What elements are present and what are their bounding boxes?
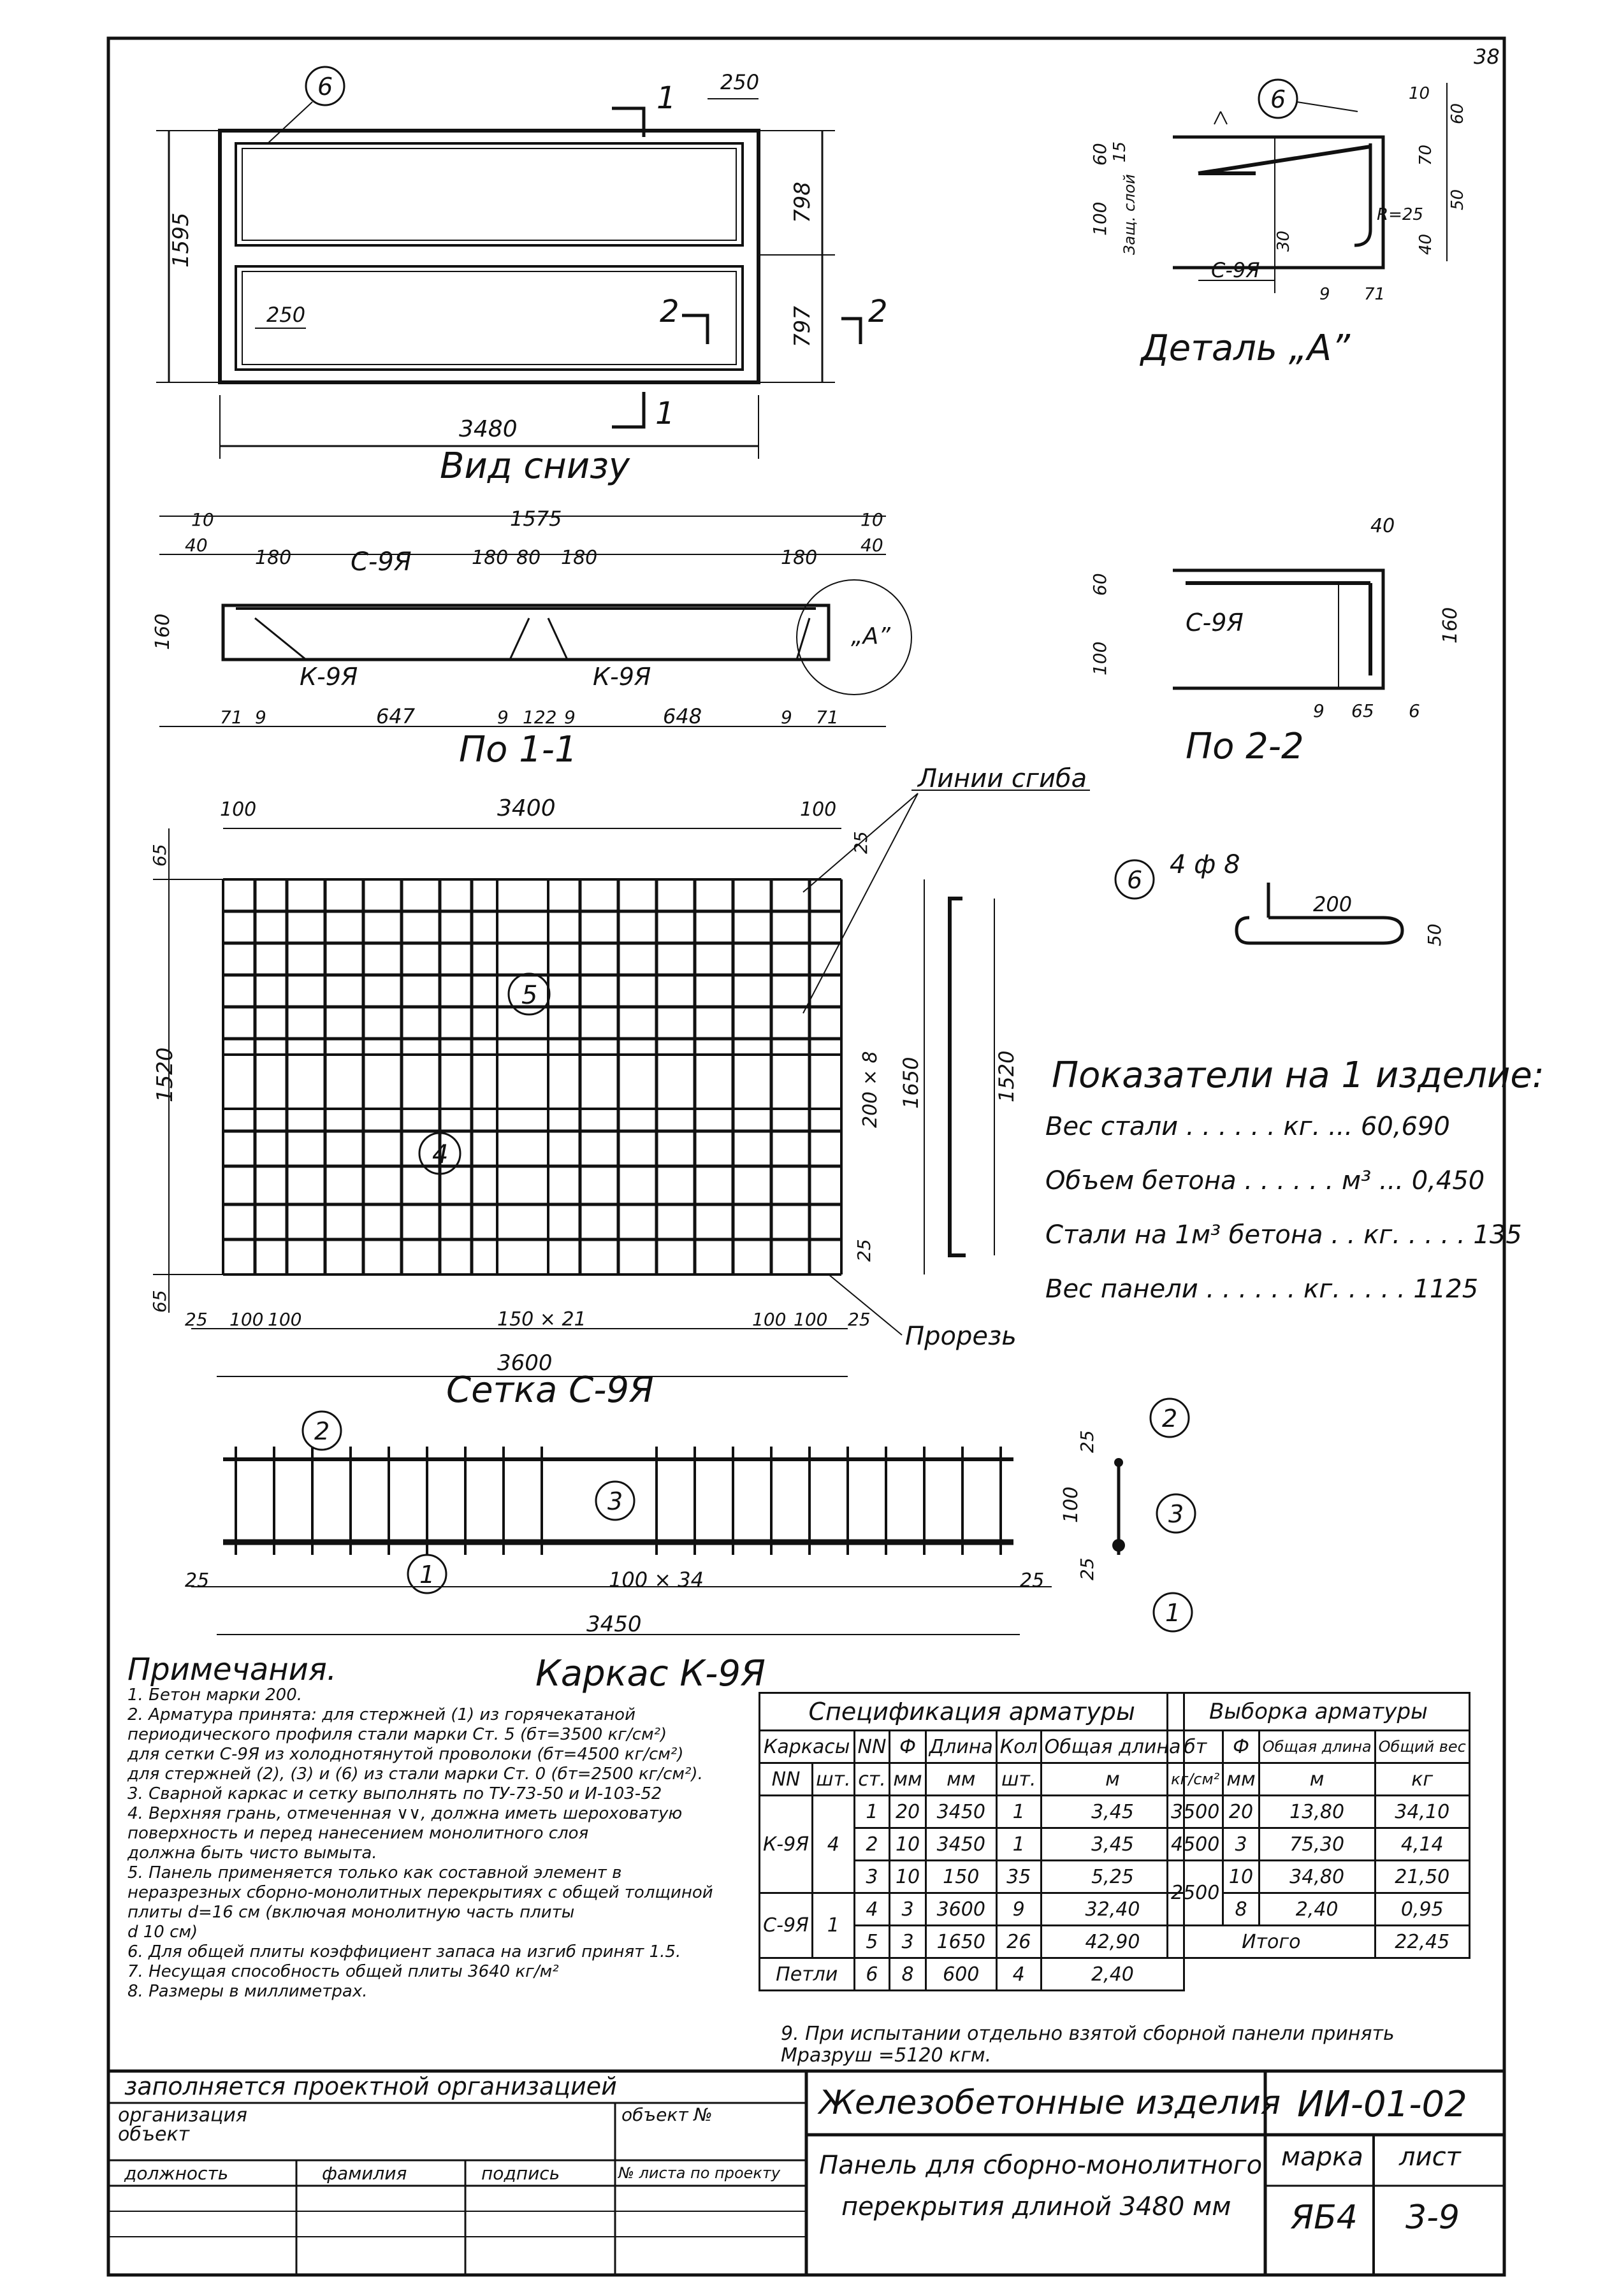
mesh-dim-100-left: 100: [220, 798, 257, 821]
spec-total: 3,45: [1041, 1796, 1184, 1828]
note-line: d 10 см): [127, 1923, 198, 1942]
tb-object-no: объект №: [621, 2104, 713, 2125]
tb-desc-line2: перекрытия длиной 3480 мм: [841, 2192, 1231, 2221]
indicator-label: Объем бетона: [1045, 1166, 1237, 1195]
sel-st: 4500: [1168, 1828, 1223, 1861]
detail-a-cover: Защ. слой: [1121, 174, 1138, 255]
indicator-concrete-volume: Объем бетона . . . . . . м³ ... 0,450: [1045, 1166, 1485, 1195]
spec-d: 20: [890, 1796, 926, 1828]
spec-title: Спецификация арматуры: [760, 1693, 1184, 1731]
spec-n: 3: [854, 1861, 890, 1893]
s1-height-160: 160: [152, 613, 174, 650]
sel-st: 2500: [1168, 1861, 1223, 1926]
spec-len: 1650: [926, 1926, 996, 1958]
section-mark-2-right: 2: [868, 294, 888, 329]
mesh-dim-65-top: 65: [149, 844, 170, 867]
mesh-dim-25a: 25: [185, 1309, 208, 1330]
loop-bar: 4 ф 8: [1170, 850, 1240, 879]
table-row: [760, 1796, 1184, 1828]
spec-qty: 1: [813, 1893, 854, 1958]
indicator-value: 1125: [1413, 1274, 1479, 1304]
detail-a-dim-70: 70: [1416, 144, 1435, 166]
dim-1595: 1595: [168, 212, 194, 268]
detail-a-dim-60r: 60: [1448, 103, 1467, 124]
spec-total: 5,25: [1041, 1861, 1184, 1893]
s1-dim-40b: 40: [860, 535, 883, 556]
frame-sec-25b: 25: [1077, 1557, 1098, 1580]
tb-position: должность: [124, 2163, 229, 2184]
spec-n: 6: [854, 1958, 890, 1991]
note-9: 9. При испытании отдельно взятой сборной панели принять Мразруш =5120 кгм.: [781, 2023, 1395, 2067]
spec-sh: ст.: [854, 1763, 890, 1796]
note-line: периодического профиля стали марки Ст. 5 (бт=3500 кг/см²): [127, 1725, 667, 1744]
spec-len: 3450: [926, 1828, 996, 1861]
frame-dim-3450: 3450: [586, 1612, 642, 1637]
s1-dim-648: 648: [663, 704, 702, 728]
note-line: 2. Арматура принята: для стержней (1) из горячекатаной: [127, 1705, 635, 1724]
dim-798: 798: [790, 182, 815, 223]
bend-lines-label: Линии сгиба: [918, 764, 1087, 793]
spec-h-nn: NN: [854, 1731, 890, 1763]
detail-a-dim-60: 60: [1089, 143, 1110, 166]
table-row: [1168, 1861, 1470, 1893]
indicator-label: Вес стали: [1045, 1112, 1179, 1141]
selection-title: Выборка арматуры: [1168, 1693, 1470, 1731]
mesh-dim-65-bottom: 65: [149, 1290, 170, 1313]
sel-len: 34,80: [1259, 1861, 1375, 1893]
tb-series-code: ИИ-01-02: [1297, 2084, 1467, 2125]
mesh-right-25a: 25: [850, 831, 871, 854]
spec-table: [759, 1692, 1185, 1991]
s2-mesh-label: С-9Я: [1186, 609, 1244, 637]
mesh-dim-1520-left: 1520: [152, 1047, 178, 1102]
sel-st: 3500: [1168, 1796, 1223, 1828]
sel-w: 0,95: [1375, 1893, 1469, 1926]
mesh-callout-5: 5: [521, 981, 538, 1010]
spec-len: 150: [926, 1861, 996, 1893]
mesh-right-200x8: 200 × 8: [859, 1051, 882, 1128]
detail-a-dim-10: 10: [1409, 84, 1430, 103]
selection-table: [1166, 1692, 1470, 1959]
spec-sh: шт.: [813, 1763, 854, 1796]
sel-w: 21,50: [1375, 1861, 1469, 1893]
spec-h-cnt: Кол: [996, 1731, 1041, 1763]
spec-cnt: 1: [996, 1796, 1041, 1828]
spec-n: 1: [854, 1796, 890, 1828]
spec-n: 4: [854, 1893, 890, 1926]
sel-h: Общая длина: [1259, 1731, 1375, 1763]
tb-surname: фамилия: [322, 2163, 407, 2184]
indicator-value: 60,690: [1360, 1112, 1450, 1141]
frame-callout-2: 2: [314, 1417, 330, 1445]
sel-len: 75,30: [1259, 1828, 1375, 1861]
page-number: 38: [1474, 45, 1500, 69]
detail-a-dim-9: 9: [1319, 285, 1330, 304]
spec-d: 8: [890, 1958, 926, 1991]
frame-dim-100x34: 100 × 34: [609, 1568, 704, 1592]
notes-heading: Примечания.: [127, 1652, 337, 1687]
tb-signature: подпись: [481, 2163, 560, 2184]
spec-frame: К-9Я: [760, 1796, 813, 1893]
spec-len: 3600: [926, 1893, 996, 1926]
indicator-label: Вес панели: [1045, 1274, 1198, 1304]
mesh-dim-100a: 100: [229, 1309, 264, 1330]
s2-dim-60: 60: [1089, 573, 1110, 596]
s1-frame-label-2: К-9Я: [593, 663, 651, 691]
notes: [127, 1654, 739, 2002]
section-1-title: По 1-1: [459, 729, 577, 770]
detail-a-mesh: С-9Я: [1211, 258, 1260, 282]
note-line: 6. Для общей плиты коэффициент запаса на изгиб принят 1.5.: [127, 1942, 681, 1961]
detail-a-dim-40: 40: [1416, 233, 1435, 255]
indicator-value: 0,450: [1411, 1166, 1485, 1195]
dim-250-bottom: 250: [266, 303, 306, 327]
section-mark-1-top: 1: [657, 80, 676, 116]
mesh-dim-25b: 25: [848, 1309, 871, 1330]
indicators-title: Показатели на 1 изделие:: [1052, 1055, 1544, 1096]
bottom-view: [156, 67, 888, 487]
sel-h: бт: [1168, 1731, 1223, 1763]
s1-dim-1575: 1575: [510, 507, 562, 531]
mesh-c9ya: [149, 764, 1090, 1411]
tb-sheet-no: № листа по проекту: [618, 2164, 781, 2182]
frame-sec-callout-2: 2: [1162, 1404, 1178, 1433]
table-row: [760, 1958, 1184, 1991]
s1-dim-80: 80: [516, 547, 541, 569]
s2-dim-40: 40: [1370, 515, 1395, 537]
detail-a: [1089, 80, 1467, 369]
frame-callout-1: 1: [419, 1561, 435, 1589]
spec-sh: шт.: [996, 1763, 1041, 1796]
spec-d: 3: [890, 1893, 926, 1926]
mesh-dim-3600: 3600: [497, 1350, 553, 1376]
sel-total: 22,45: [1375, 1926, 1469, 1958]
sel-w: 34,10: [1375, 1796, 1469, 1828]
s1-dim-40a: 40: [185, 535, 208, 556]
sel-sh: м: [1259, 1763, 1375, 1796]
tb-mark: ЯБ4: [1291, 2199, 1358, 2237]
spec-d: 10: [890, 1828, 926, 1861]
title-block: [112, 2071, 1501, 2275]
sel-total-label: Итого: [1168, 1926, 1376, 1958]
loop-dim-50: 50: [1424, 923, 1445, 946]
tb-sheet-label: лист: [1399, 2142, 1461, 2172]
spec-total: 42,90: [1041, 1926, 1184, 1958]
table-row: [1168, 1828, 1470, 1861]
tb-sheet: 3-9: [1405, 2199, 1460, 2237]
s1-dim-71b: 71: [816, 707, 839, 728]
s1-dim-647: 647: [376, 704, 416, 728]
s1-dim-180c: 180: [561, 547, 598, 569]
spec-total: 3,45: [1041, 1828, 1184, 1861]
spec-cnt: 35: [996, 1861, 1041, 1893]
frame-sec-100: 100: [1060, 1486, 1082, 1523]
note-line: должна быть чисто вымыта.: [127, 1844, 377, 1863]
tb-org: организация: [118, 2104, 247, 2126]
tb-object: объект: [118, 2123, 190, 2146]
detail-a-dim-50: 50: [1448, 189, 1467, 210]
indicator-steel-per-m3: Стали на 1м³ бетона . . кг. . . . . 135: [1045, 1220, 1522, 1250]
note-line: для стержней (2), (3) и (6) из стали марки Ст. 0 (бт=2500 кг/см²).: [127, 1765, 703, 1784]
spec-cnt: 26: [996, 1926, 1041, 1958]
s1-dim-71a: 71: [220, 707, 243, 728]
indicator-unit: м³: [1341, 1166, 1372, 1195]
cut-label: Прорезь: [905, 1322, 1017, 1351]
note-line: 3. Сварной каркас и сетку выполнять по ТУ-73-50 и И-103-52: [127, 1784, 662, 1803]
detail-a-dim-100: 100: [1089, 201, 1110, 236]
s2-dim-100: 100: [1089, 641, 1110, 675]
spec-h-len: Длина: [926, 1731, 996, 1763]
detail-a-dim-r25: R=25: [1377, 205, 1423, 224]
indicator-value: 135: [1473, 1220, 1522, 1250]
frame-sec-25a: 25: [1077, 1430, 1098, 1453]
s1-mesh-label: С-9Я: [351, 547, 412, 577]
spec-h-frames: Каркасы: [760, 1731, 855, 1763]
s1-dim-180d: 180: [781, 547, 818, 569]
detail-a-dim-30: 30: [1274, 230, 1293, 252]
table-row: [1168, 1926, 1470, 1958]
sel-sh: мм: [1223, 1763, 1259, 1796]
frame-callout-3: 3: [607, 1487, 623, 1515]
s2-dim-160: 160: [1439, 607, 1462, 644]
loop-detail: [1115, 850, 1445, 946]
note-line: 1. Бетон марки 200.: [127, 1686, 303, 1705]
dim-797: 797: [790, 306, 815, 347]
frame-k9ya: [185, 1399, 1195, 1694]
frame-title: Каркас К-9Я: [535, 1653, 766, 1694]
spec-total: 2,40: [1041, 1958, 1184, 1991]
s1-dim-10a: 10: [191, 509, 214, 530]
tb-desc-line1: Панель для сборно-монолитного: [819, 2151, 1263, 2180]
loop-callout: 6: [1127, 866, 1143, 894]
s1-dim-9a: 9: [255, 707, 266, 728]
mesh-callout-4: 4: [432, 1140, 449, 1169]
spec-n: 5: [854, 1926, 890, 1958]
section-1-callout-a: „А”: [851, 623, 890, 649]
s2-dim-65: 65: [1351, 700, 1374, 721]
sel-h: Ф: [1223, 1731, 1259, 1763]
dim-250-top: 250: [720, 70, 760, 94]
sel-d: 10: [1223, 1861, 1259, 1893]
tb-series-title: Железобетонные изделия: [819, 2084, 1281, 2122]
s1-dim-10b: 10: [860, 509, 883, 530]
note-line: 7. Несущая способность общей плиты 3640 кг/м²: [127, 1962, 559, 1981]
spec-cnt: 4: [996, 1958, 1041, 1991]
note-line: для сетки С-9Я из холоднотянутой проволоки (бт=4500 кг/см²): [127, 1745, 684, 1764]
spec-d: 10: [890, 1861, 926, 1893]
mesh-dim-150x21: 150 × 21: [497, 1308, 586, 1331]
tb-mark-label: марка: [1281, 2142, 1363, 2172]
loop-dim-200: 200: [1313, 892, 1353, 916]
sel-len: 2,40: [1259, 1893, 1375, 1926]
spec-sh: м: [1041, 1763, 1184, 1796]
indicator-unit: кг.: [1363, 1220, 1400, 1250]
table-row: [760, 1893, 1184, 1926]
sel-sh: кг/см²: [1168, 1763, 1223, 1796]
detail-a-dim-71: 71: [1364, 285, 1386, 304]
mesh-dim-100c: 100: [752, 1309, 787, 1330]
sel-d: 20: [1223, 1796, 1259, 1828]
s2-dim-6: 6: [1409, 700, 1420, 721]
s1-dim-122: 122: [523, 707, 557, 728]
indicator-unit: кг.: [1303, 1274, 1340, 1304]
detail-a-title: Деталь „А”: [1141, 328, 1351, 369]
s1-dim-9d: 9: [781, 707, 792, 728]
spec-h-total: Общая длина: [1041, 1731, 1184, 1763]
callout-6-detail-a: 6: [1270, 85, 1286, 113]
s1-frame-label-1: К-9Я: [300, 663, 358, 691]
spec-sh: мм: [926, 1763, 996, 1796]
s1-dim-9b: 9: [497, 707, 509, 728]
spec-len: 3450: [926, 1796, 996, 1828]
spec-h-d: Ф: [890, 1731, 926, 1763]
sel-h: Общий вес: [1375, 1731, 1469, 1763]
spec-sh: NN: [760, 1763, 813, 1796]
indicator-unit: кг.: [1283, 1112, 1321, 1141]
mesh-right-1650: 1650: [899, 1057, 923, 1109]
dim-3480: 3480: [459, 416, 518, 442]
mesh-dim-3400: 3400: [497, 795, 556, 821]
indicator-steel-weight: Вес стали . . . . . . кг. ... 60,690: [1045, 1112, 1450, 1141]
mesh-right-1520: 1520: [994, 1050, 1019, 1102]
spec-cnt: 1: [996, 1828, 1041, 1861]
tb-fill-note: заполняется проектной организацией: [124, 2072, 617, 2100]
bottom-view-title: Вид снизу: [440, 445, 630, 487]
sel-w: 4,14: [1375, 1828, 1469, 1861]
note-line: 8. Размеры в миллиметрах.: [127, 1982, 368, 2001]
spec-frame: С-9Я: [760, 1893, 813, 1958]
sel-d: 3: [1223, 1828, 1259, 1861]
spec-n: 2: [854, 1828, 890, 1861]
callout-6-bottom-view: 6: [317, 73, 333, 101]
spec-len: 600: [926, 1958, 996, 1991]
spec-qty: 4: [813, 1796, 854, 1893]
s1-dim-180b: 180: [472, 547, 509, 569]
mesh-dim-100b: 100: [268, 1309, 302, 1330]
spec-sh: мм: [890, 1763, 926, 1796]
spec-total: 32,40: [1041, 1893, 1184, 1926]
sel-sh: кг: [1375, 1763, 1469, 1796]
mesh-dim-100d: 100: [794, 1309, 828, 1330]
frame-sec-callout-1: 1: [1165, 1599, 1181, 1627]
note-line: 5. Панель применяется только как составной элемент в неразрезных сборно-монолитных перекрытиях с общей толщиной плиты d=16 см (включая монолитную часть плиты: [127, 1863, 713, 1922]
s1-dim-180a: 180: [255, 547, 292, 569]
spec-frame: Петли: [760, 1958, 855, 1991]
sel-d: 8: [1223, 1893, 1259, 1926]
frame-dim-25a: 25: [185, 1570, 210, 1592]
section-2-2: [1089, 515, 1462, 767]
section-mark-2-left: 2: [660, 294, 679, 329]
spec-d: 3: [890, 1926, 926, 1958]
indicator-panel-weight: Вес панели . . . . . . кг. . . . . 1125: [1045, 1274, 1479, 1304]
section-2-title: По 2-2: [1186, 726, 1304, 767]
indicator-label: Стали на 1м³ бетона: [1045, 1220, 1323, 1250]
mesh-right-25b: 25: [853, 1239, 875, 1262]
section-1-1: [152, 507, 911, 770]
mesh-title: Сетка С-9Я: [446, 1369, 654, 1411]
sel-len: 13,80: [1259, 1796, 1375, 1828]
detail-a-dim-15: 15: [1110, 141, 1129, 162]
note-line: 4. Верхняя грань, отмеченная ∨∨, должна иметь шероховатую поверхность и перед нанесением монолитного слоя: [127, 1804, 683, 1843]
s1-dim-9c: 9: [564, 707, 576, 728]
table-row: [1168, 1796, 1470, 1828]
spec-cnt: 9: [996, 1893, 1041, 1926]
section-mark-1-bottom: 1: [655, 396, 675, 431]
frame-sec-callout-3: 3: [1168, 1500, 1184, 1528]
mesh-dim-100-right: 100: [800, 798, 837, 821]
frame-dim-25b: 25: [1020, 1570, 1045, 1592]
s2-dim-9: 9: [1313, 700, 1325, 721]
